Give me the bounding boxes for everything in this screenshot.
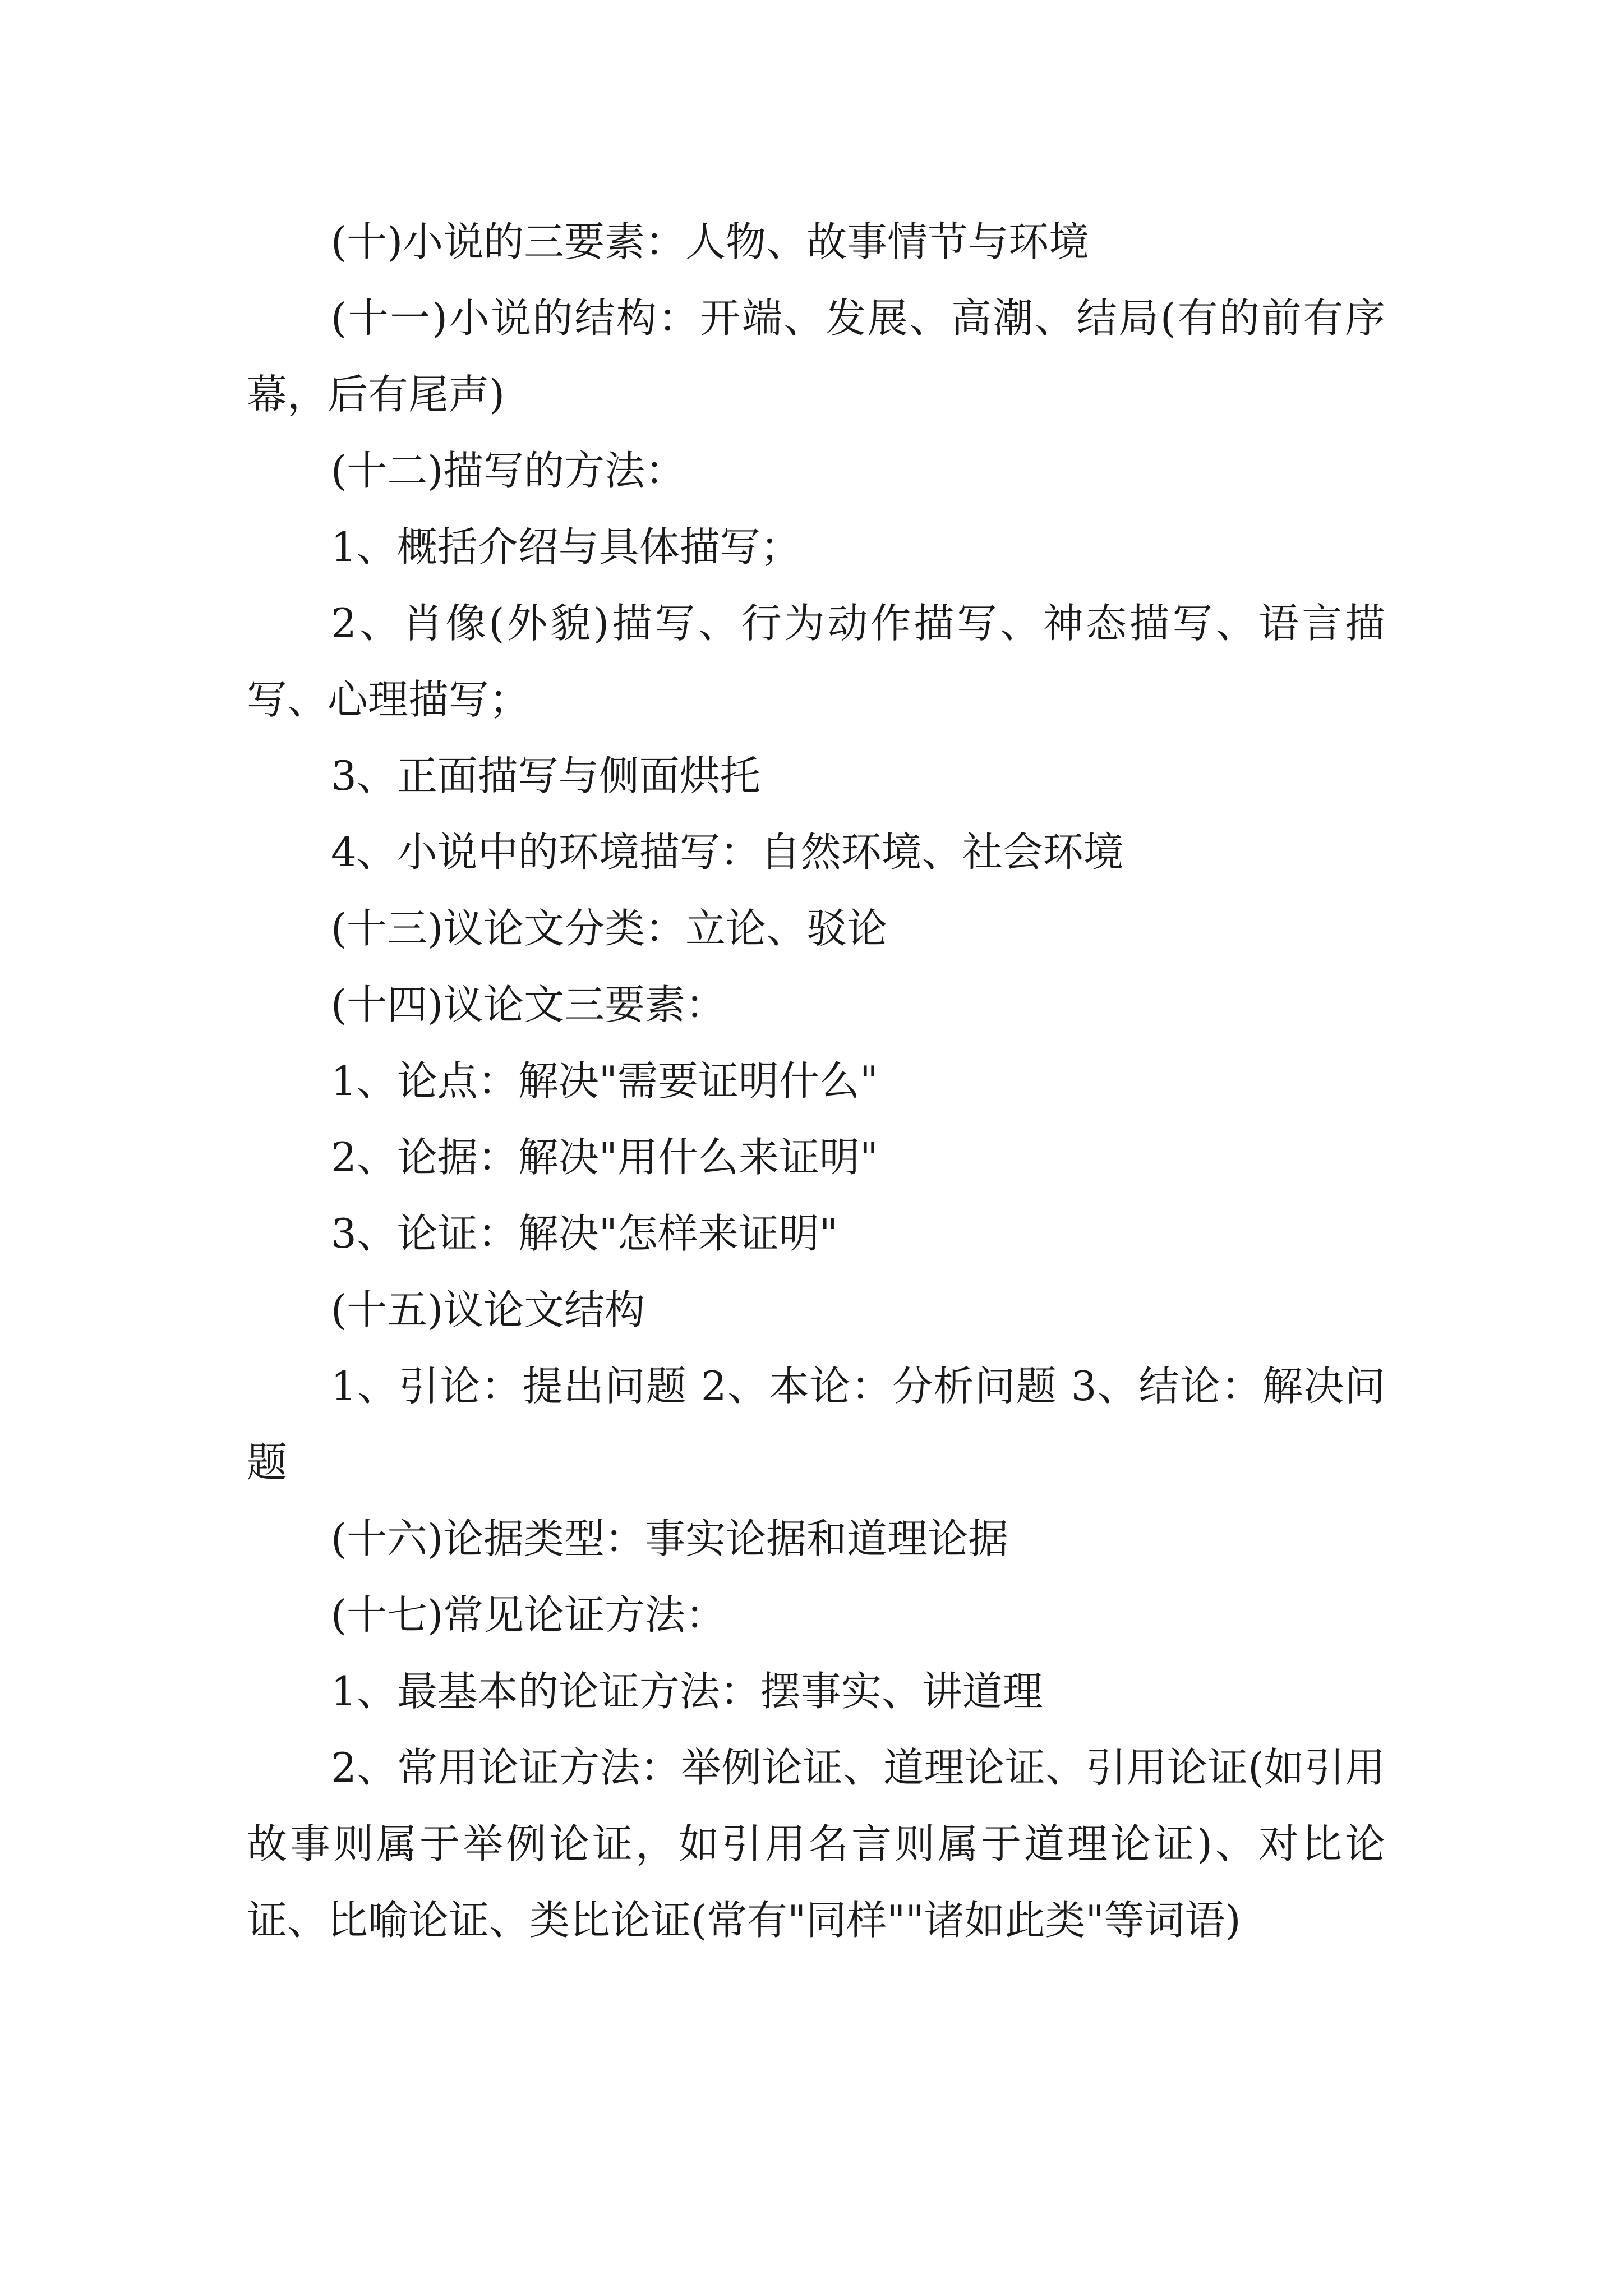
paragraph: (十一)小说的结构：开端、发展、高潮、结局(有的前有序幕，后有尾声) <box>247 295 1385 418</box>
paragraph: 3、正面描写与侧面烘托 <box>331 752 760 799</box>
paragraph: 2、肖像(外貌)描写、行为动作描写、神态描写、语言描写、心理描写； <box>247 600 1385 723</box>
paragraph: (十七)常见论证方法： <box>331 1591 726 1639</box>
document-body <box>247 204 1385 1958</box>
paragraph: 1、论点：解决"需要证明什么" <box>331 1057 879 1105</box>
paragraph: (十四)议论文三要素： <box>331 981 726 1028</box>
paragraph: (十五)议论文结构 <box>331 1286 645 1333</box>
paragraph: 1、引论：提出问题 2、本论：分析问题 3、结论：解决问题 <box>247 1363 1385 1486</box>
paragraph: 2、论据：解决"用什么来证明" <box>331 1134 879 1181</box>
paragraph: 4、小说中的环境描写：自然环境、社会环境 <box>331 829 1124 876</box>
paragraph: (十六)论据类型：事实论据和道理论据 <box>331 1515 1009 1562</box>
paragraph: 1、最基本的论证方法：摆事实、讲道理 <box>331 1668 1043 1715</box>
paragraph: 1、概括介绍与具体描写； <box>331 523 801 570</box>
paragraph: 3、论证：解决"怎样来证明" <box>331 1210 838 1257</box>
paragraph: (十三)议论文分类：立论、驳论 <box>331 905 888 952</box>
paragraph: 2、常用论证方法：举例论证、道理论证、引用论证(如引用故事则属于举例论证，如引用名言则属于道理论证)、对比论证、比喻论证、类比论证(常有"同样""诸如此类"等词语) <box>247 1744 1385 1944</box>
paragraph: (十)小说的三要素：人物、故事情节与环境 <box>331 218 1090 265</box>
paragraph: (十二)描写的方法： <box>331 447 686 494</box>
